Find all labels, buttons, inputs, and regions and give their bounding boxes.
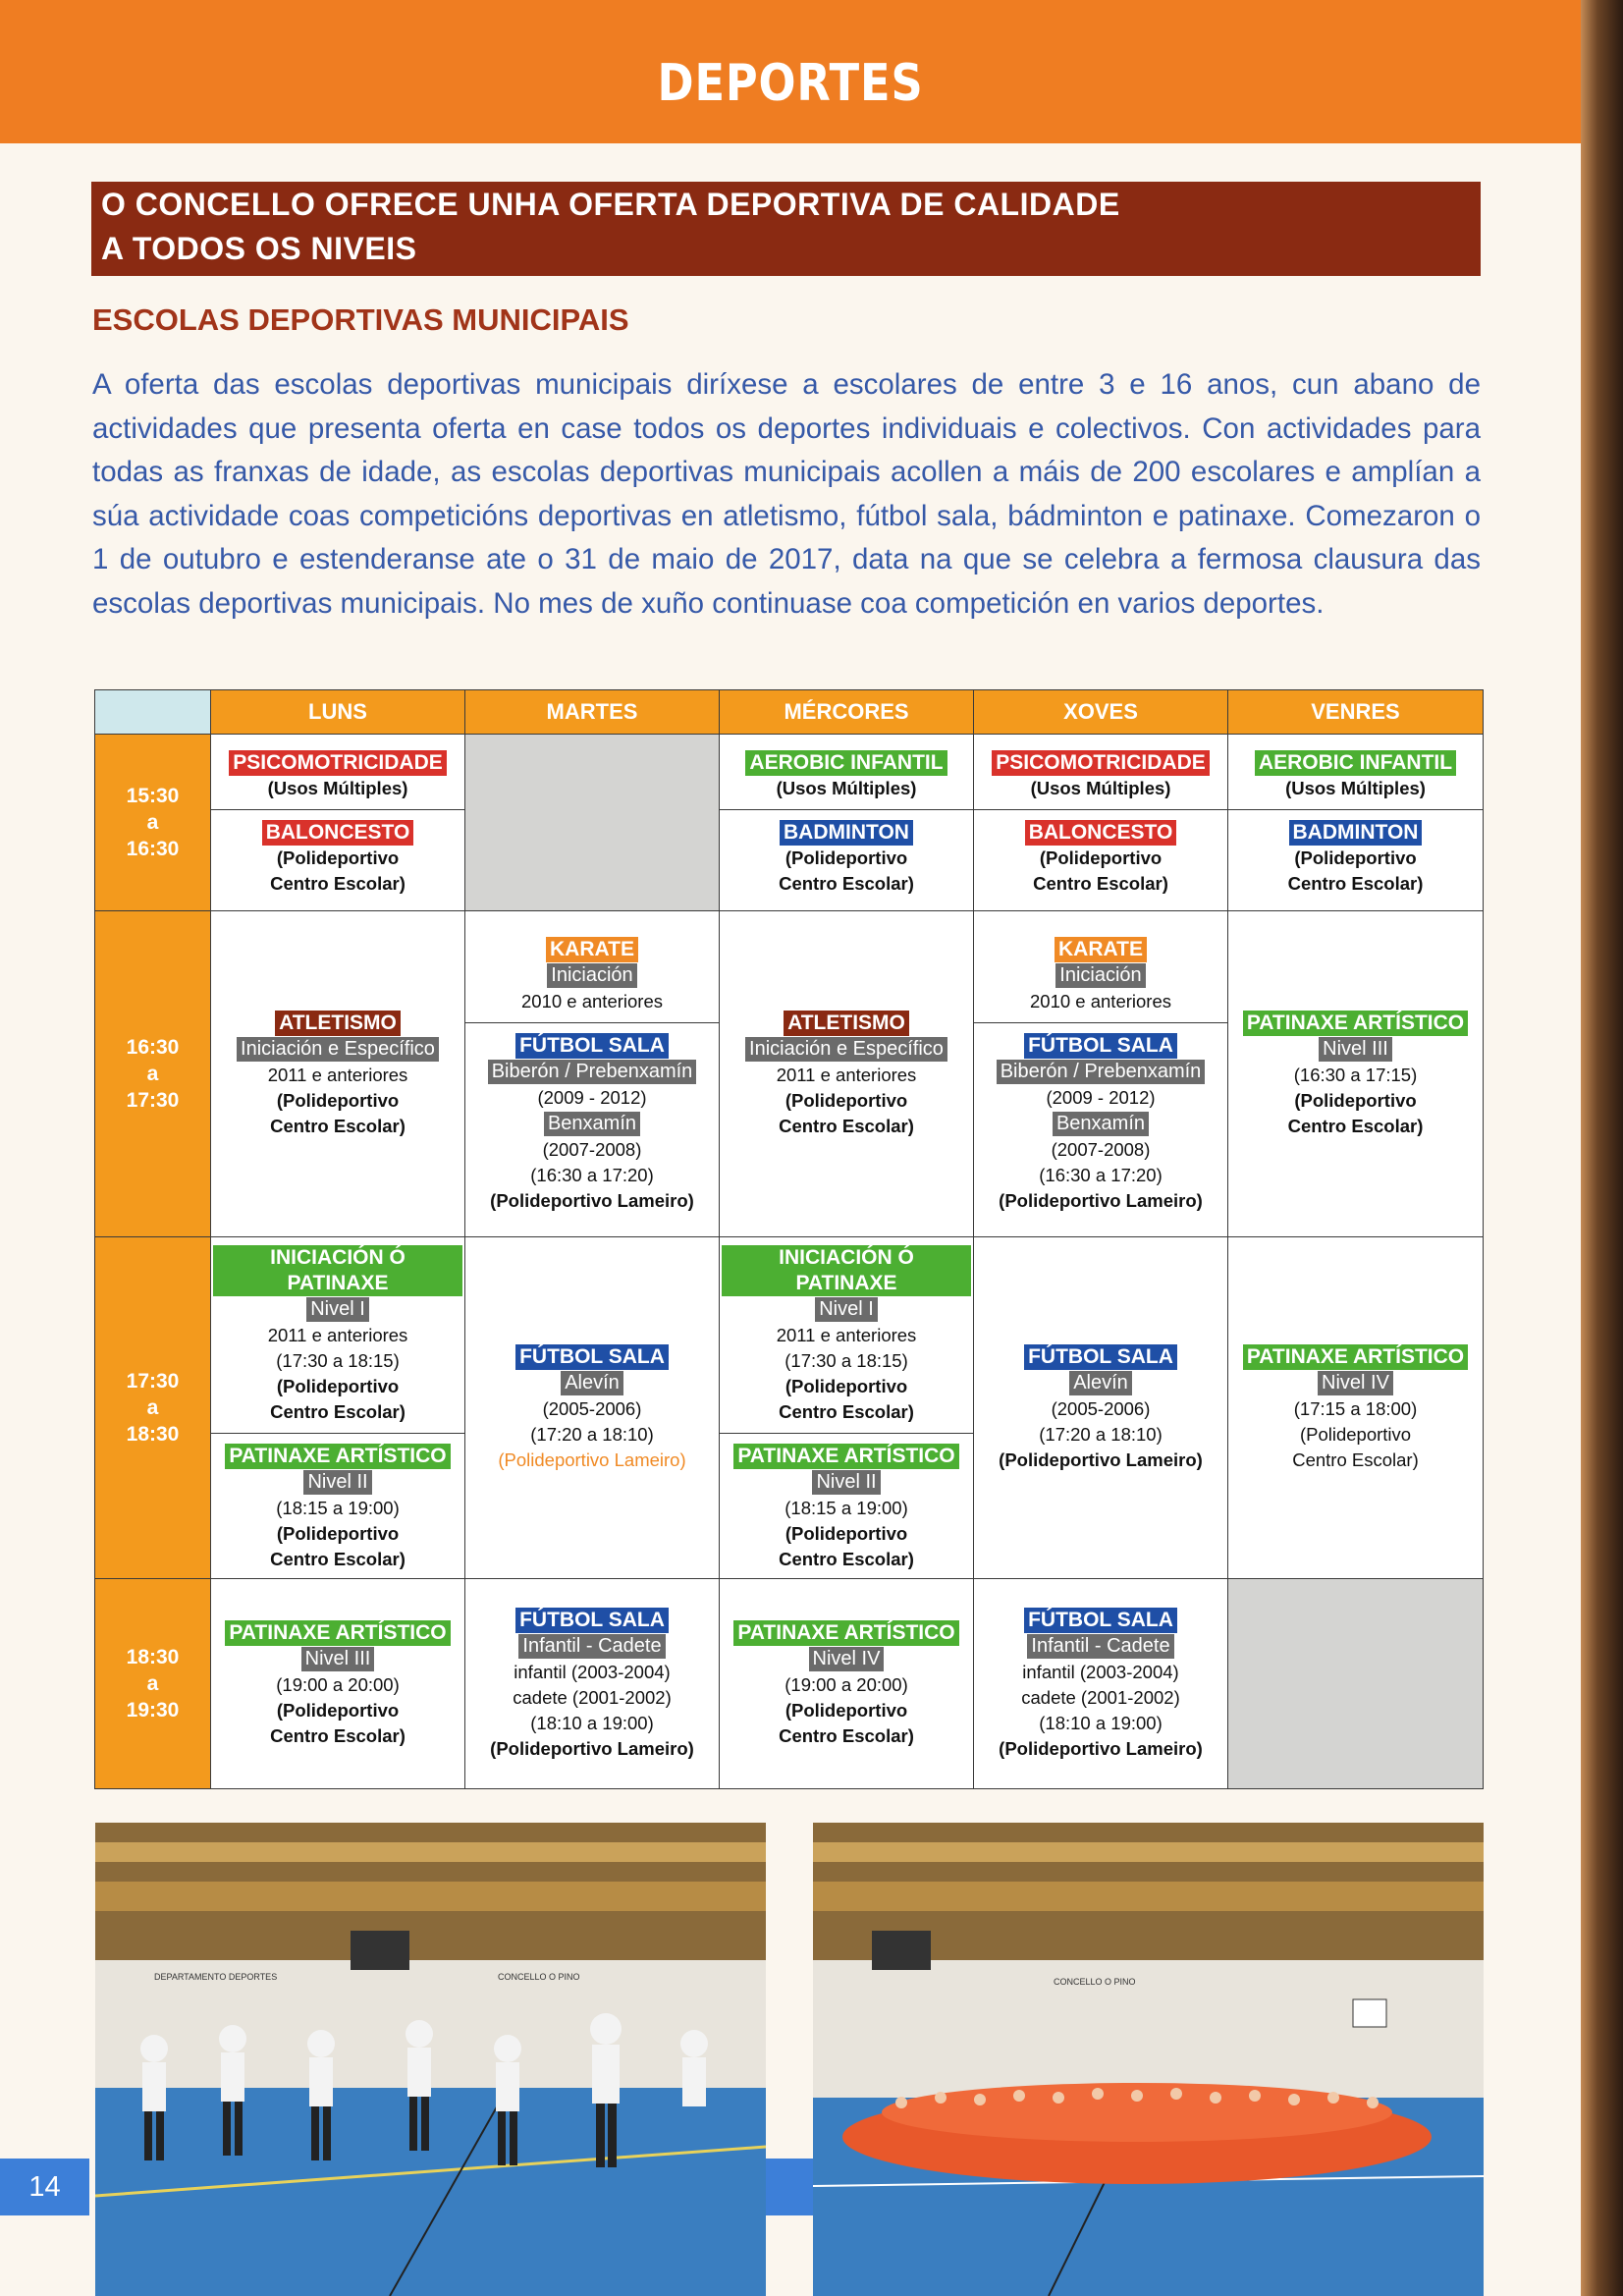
day-header: XOVES: [974, 690, 1228, 735]
schedule-cell: [465, 1579, 720, 1789]
place: (Polideportivo: [276, 1523, 400, 1544]
time-slot: [95, 1237, 211, 1579]
years: (2005-2006): [1051, 1398, 1151, 1419]
photo-sign-3: CONCELLO O PINO: [1054, 1977, 1136, 1987]
place: (Polideportivo: [276, 1700, 400, 1721]
time-slot: [95, 911, 211, 1237]
time: (17:15 a 18:00): [1293, 1398, 1418, 1419]
place: (Polideportivo Lameiro): [999, 1189, 1203, 1211]
place: Centro Escolar): [779, 1116, 914, 1136]
level-badge: Nivel II: [812, 1470, 880, 1495]
activity-tag: BADMINTON: [780, 820, 913, 846]
place: (Polideportivo: [1299, 1424, 1412, 1445]
place: (Polideportivo: [784, 1700, 908, 1721]
level-badge: Biberón / Prebenxamín: [997, 1060, 1206, 1084]
place: (Usos Múltiples): [776, 778, 917, 798]
place: (Polideportivo: [276, 1090, 400, 1111]
day-header: LUNS: [211, 690, 465, 735]
years: (2005-2006): [542, 1398, 642, 1419]
time: (17:20 a 18:10): [530, 1424, 654, 1445]
years: 2011 e anteriores: [267, 1325, 408, 1345]
activity-tag: BALONCESTO: [1025, 820, 1177, 846]
place: Centro Escolar): [270, 1116, 406, 1136]
schedule-cell: [1228, 735, 1484, 911]
place: (Usos Múltiples): [1030, 778, 1171, 798]
activity-tag: PATINAXE ARTÍSTICO: [733, 1444, 958, 1469]
place: Centro Escolar): [779, 873, 914, 894]
time-slot: [95, 735, 211, 911]
place: (Polideportivo: [784, 1090, 908, 1111]
time: (18:15 a 19:00): [276, 1498, 400, 1518]
time-sep: a: [146, 1672, 159, 1695]
schedule-cell: [974, 1579, 1228, 1789]
years: cadete (2001-2002): [513, 1687, 672, 1708]
level-badge: Infantil - Cadete: [1027, 1634, 1173, 1659]
time-sep: a: [146, 1396, 159, 1419]
level-badge: Benxamín: [1053, 1112, 1149, 1136]
activity-tag: FÚTBOL SALA: [515, 1344, 669, 1370]
day-header: MÉRCORES: [720, 690, 974, 735]
place: Centro Escolar): [270, 873, 406, 894]
time: (16:30 a 17:20): [1039, 1164, 1163, 1185]
time: (16:30 a 17:20): [530, 1164, 654, 1185]
schedule-cell: [211, 1237, 465, 1579]
activity-tag: KARATE: [546, 937, 638, 962]
schedule-cell: [465, 1237, 720, 1579]
place: Centro Escolar): [1292, 1449, 1419, 1470]
schedule-cell: [974, 735, 1228, 911]
activity-tag: PATINAXE ARTÍSTICO: [225, 1620, 450, 1646]
years: (2009 - 2012): [1046, 1086, 1156, 1108]
place: (Polideportivo: [784, 1523, 908, 1544]
level-badge: Iniciación: [547, 963, 636, 988]
level-badge: Alevín: [1069, 1371, 1132, 1395]
section-title: ESCOLAS DEPORTIVAS MUNICIPAIS: [92, 302, 629, 337]
place: (Polideportivo Lameiro): [498, 1449, 686, 1470]
time: (18:10 a 19:00): [530, 1713, 654, 1733]
time-to: 18:30: [126, 1423, 180, 1446]
photo-sign-1: DEPARTAMENTO DEPORTES: [154, 1972, 278, 1982]
activity-tag: INICIACIÓN Ó PATINAXE: [722, 1245, 971, 1296]
photo-group: [813, 1823, 1484, 2296]
level-badge: Nivel II: [303, 1470, 371, 1495]
activity-tag: PATINAXE ARTÍSTICO: [1243, 1344, 1468, 1370]
years: (2007-2008): [1051, 1138, 1151, 1160]
activity-tag: AEROBIC INFANTIL: [1255, 750, 1456, 776]
level-badge: Nivel III: [301, 1647, 375, 1671]
time: (16:30 a 17:15): [1293, 1065, 1418, 1085]
years: infantil (2003-2004): [1022, 1662, 1179, 1682]
place: Centro Escolar): [270, 1401, 406, 1422]
time-slot: [95, 1579, 211, 1789]
years: (2009 - 2012): [537, 1086, 647, 1108]
time-to: 17:30: [126, 1089, 180, 1112]
place: (Polideportivo: [784, 847, 908, 868]
activity-tag: FÚTBOL SALA: [1024, 1033, 1177, 1059]
activity-tag: FÚTBOL SALA: [1024, 1608, 1177, 1633]
place: (Polideportivo Lameiro): [490, 1738, 694, 1759]
schedule-cell: [720, 735, 974, 911]
place: Centro Escolar): [1287, 873, 1424, 894]
time-from: 15:30: [126, 785, 180, 807]
place: (Usos Múltiples): [267, 778, 408, 798]
place: (Usos Múltiples): [1285, 778, 1426, 798]
level-badge: Benxamín: [544, 1112, 640, 1136]
years: 2010 e anteriores: [1030, 990, 1171, 1011]
activity-tag: PSICOMOTRICIDADE: [992, 750, 1210, 776]
years: (2007-2008): [542, 1138, 642, 1160]
place: Centro Escolar): [270, 1549, 406, 1569]
time: (17:30 a 18:15): [784, 1350, 908, 1371]
schedule-cell: [974, 911, 1228, 1237]
activity-tag: AEROBIC INFANTIL: [745, 750, 947, 776]
place: (Polideportivo Lameiro): [490, 1189, 694, 1211]
empty-cell: [1228, 1579, 1484, 1789]
time-from: 16:30: [126, 1036, 180, 1059]
place: Centro Escolar): [1033, 873, 1168, 894]
activity-tag: FÚTBOL SALA: [1024, 1344, 1177, 1370]
place: Centro Escolar): [779, 1549, 914, 1569]
photo-sign-2: CONCELLO O PINO: [498, 1972, 580, 1982]
level-badge: Biberón / Prebenxamín: [488, 1060, 697, 1084]
place: (Polideportivo: [784, 1376, 908, 1396]
level-badge: Nivel I: [815, 1297, 878, 1322]
time: (17:20 a 18:10): [1039, 1424, 1163, 1445]
time: (17:30 a 18:15): [276, 1350, 400, 1371]
activity-tag: BALONCESTO: [262, 820, 414, 846]
place: Centro Escolar): [779, 1401, 914, 1422]
schedule-cell: [1228, 911, 1484, 1237]
years: 2011 e anteriores: [776, 1065, 917, 1085]
section-banner: [91, 182, 1481, 276]
schedule-cell: [720, 1237, 974, 1579]
place: Centro Escolar): [270, 1725, 406, 1746]
place: (Polideportivo Lameiro): [999, 1449, 1203, 1470]
schedule-cell: [720, 911, 974, 1237]
banner-line-2: A TODOS OS NIVEIS: [101, 231, 417, 266]
place: (Polideportivo: [1294, 847, 1417, 868]
empty-cell: [465, 735, 720, 911]
years: 2011 e anteriores: [267, 1065, 408, 1085]
schedule-cell: [211, 911, 465, 1237]
activity-tag: PATINAXE ARTÍSTICO: [225, 1444, 450, 1469]
level-badge: Alevín: [561, 1371, 623, 1395]
time: (19:00 a 20:00): [276, 1674, 400, 1695]
table-corner: [95, 690, 211, 735]
time-sep: a: [146, 811, 159, 834]
photo-gym-dance: [95, 1823, 766, 2296]
time-from: 17:30: [126, 1370, 180, 1393]
activity-tag: INICIACIÓN Ó PATINAXE: [213, 1245, 462, 1296]
banner-line-1: O CONCELLO OFRECE UNHA OFERTA DEPORTIVA DE CALIDADE: [101, 187, 1120, 222]
level-badge: Infantil - Cadete: [518, 1634, 665, 1659]
page-title: DEPORTES: [657, 54, 924, 113]
activity-tag: ATLETISMO: [275, 1011, 401, 1036]
schedule-cell: [465, 911, 720, 1237]
level-badge: Nivel IV: [1318, 1371, 1393, 1395]
activity-tag: PSICOMOTRICIDADE: [229, 750, 447, 776]
place: Centro Escolar): [779, 1725, 914, 1746]
level-badge: Iniciación e Específico: [745, 1037, 947, 1062]
time-from: 18:30: [126, 1646, 180, 1668]
time-sep: a: [146, 1063, 159, 1085]
page-binding-shadow: [1581, 0, 1623, 2296]
time: (18:15 a 19:00): [784, 1498, 908, 1518]
time: (19:00 a 20:00): [784, 1674, 908, 1695]
place: Centro Escolar): [1287, 1116, 1424, 1136]
place: (Polideportivo Lameiro): [999, 1738, 1203, 1759]
time-to: 16:30: [126, 838, 180, 860]
day-header: VENRES: [1228, 690, 1484, 735]
activity-tag: KARATE: [1055, 937, 1147, 962]
schedule-cell: [974, 1237, 1228, 1579]
activity-tag: FÚTBOL SALA: [515, 1033, 669, 1059]
years: cadete (2001-2002): [1021, 1687, 1180, 1708]
schedule-cell: [211, 1579, 465, 1789]
time: (18:10 a 19:00): [1039, 1713, 1163, 1733]
level-badge: Iniciación: [1055, 963, 1145, 988]
years: 2010 e anteriores: [521, 990, 663, 1011]
level-badge: Nivel IV: [809, 1647, 885, 1671]
photo-gym-dance-image: [95, 1823, 766, 2296]
footer-strip: [766, 2159, 813, 2215]
level-badge: Nivel I: [306, 1297, 369, 1322]
time-to: 19:30: [126, 1699, 180, 1722]
level-badge: Nivel III: [1319, 1037, 1392, 1062]
activity-tag: ATLETISMO: [784, 1011, 909, 1036]
schedule-cell: [211, 735, 465, 911]
schedule-table: [94, 689, 1484, 1789]
years: infantil (2003-2004): [514, 1662, 671, 1682]
photo-group-image: [813, 1823, 1484, 2296]
activity-tag: FÚTBOL SALA: [515, 1608, 669, 1633]
years: 2011 e anteriores: [776, 1325, 917, 1345]
intro-paragraph: A oferta das escolas deportivas municipais diríxese a escolares de entre 3 e 16 anos, cun abano de actividades que presenta oferta en case todos os deportes individuais e colectivos. Con actividades para todas as franxas de idade, as escolas deportivas municipais acollen a máis de 200 escolares e amplían a súa actividade coas competicións deportivas en atletismo, fútbol sala, bádminton e patinaxe. Comezaron o 1 de outubro e estenderanse ate o 31 de maio de 2017, data na que se celebra a fermosa clausura das escolas deportivas municipais. No mes de xuño continuase coa competición en varios deportes.: [92, 368, 1481, 620]
schedule-cell: [720, 1579, 974, 1789]
place: (Polideportivo: [1039, 847, 1163, 868]
activity-tag: PATINAXE ARTÍSTICO: [1243, 1011, 1468, 1036]
place: (Polideportivo: [276, 1376, 400, 1396]
activity-tag: BADMINTON: [1289, 820, 1423, 846]
level-badge: Iniciación e Específico: [237, 1037, 439, 1062]
schedule-cell: [1228, 1237, 1484, 1579]
page-number: 14: [0, 2159, 89, 2215]
day-header: MARTES: [465, 690, 720, 735]
activity-tag: PATINAXE ARTÍSTICO: [733, 1620, 958, 1646]
place: (Polideportivo: [276, 847, 400, 868]
place: (Polideportivo: [1294, 1090, 1417, 1111]
